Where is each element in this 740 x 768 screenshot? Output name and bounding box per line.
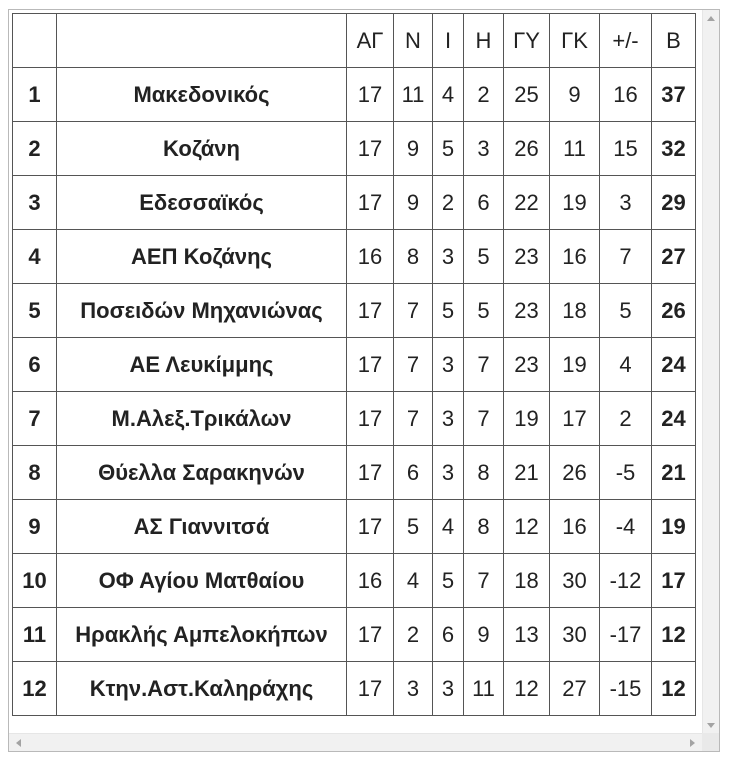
table-row <box>13 230 696 284</box>
cell-goal-diff: -4 <box>600 500 652 554</box>
cell-won: 3 <box>394 662 433 716</box>
cell-team: Κοζάνη <box>57 122 347 176</box>
table-row <box>13 338 696 392</box>
cell-position: 8 <box>13 446 57 500</box>
cell-drawn: 5 <box>433 284 464 338</box>
table-row <box>13 554 696 608</box>
cell-drawn: 5 <box>433 122 464 176</box>
standings-table <box>12 13 696 716</box>
cell-position: 3 <box>13 176 57 230</box>
cell-won: 7 <box>394 392 433 446</box>
cell-lost: 5 <box>464 230 504 284</box>
cell-goals-against: 16 <box>550 500 600 554</box>
table-viewport <box>9 10 702 734</box>
cell-position: 2 <box>13 122 57 176</box>
chevron-down-icon[interactable] <box>707 723 715 728</box>
cell-position: 7 <box>13 392 57 446</box>
table-row <box>13 68 696 122</box>
cell-team: ΑΕΠ Κοζάνης <box>57 230 347 284</box>
cell-goals-for: 19 <box>504 392 550 446</box>
cell-points: 24 <box>652 338 696 392</box>
cell-goal-diff: -5 <box>600 446 652 500</box>
cell-played: 17 <box>347 392 394 446</box>
cell-drawn: 2 <box>433 176 464 230</box>
cell-points: 21 <box>652 446 696 500</box>
cell-goal-diff: 2 <box>600 392 652 446</box>
cell-points: 26 <box>652 284 696 338</box>
cell-goal-diff: 4 <box>600 338 652 392</box>
cell-goals-for: 23 <box>504 284 550 338</box>
table-row <box>13 392 696 446</box>
cell-points: 29 <box>652 176 696 230</box>
cell-played: 17 <box>347 608 394 662</box>
cell-position: 12 <box>13 662 57 716</box>
cell-points: 32 <box>652 122 696 176</box>
cell-goals-against: 19 <box>550 176 600 230</box>
cell-drawn: 3 <box>433 392 464 446</box>
cell-team: Ποσειδών Μηχανιώνας <box>57 284 347 338</box>
cell-goals-against: 18 <box>550 284 600 338</box>
table-row <box>13 122 696 176</box>
cell-drawn: 3 <box>433 446 464 500</box>
cell-goals-for: 18 <box>504 554 550 608</box>
cell-played: 16 <box>347 230 394 284</box>
chevron-right-icon[interactable] <box>690 739 695 747</box>
cell-goals-against: 17 <box>550 392 600 446</box>
header-points: Β <box>652 14 696 68</box>
cell-lost: 2 <box>464 68 504 122</box>
cell-position: 1 <box>13 68 57 122</box>
table-row <box>13 500 696 554</box>
cell-played: 17 <box>347 500 394 554</box>
cell-won: 8 <box>394 230 433 284</box>
cell-team: Μακεδονικός <box>57 68 347 122</box>
cell-drawn: 3 <box>433 230 464 284</box>
cell-lost: 3 <box>464 122 504 176</box>
cell-goals-against: 27 <box>550 662 600 716</box>
cell-lost: 8 <box>464 446 504 500</box>
cell-goal-diff: 7 <box>600 230 652 284</box>
header-goals-against: ΓΚ <box>550 14 600 68</box>
cell-points: 19 <box>652 500 696 554</box>
cell-drawn: 3 <box>433 662 464 716</box>
scrollbar-corner <box>702 733 719 751</box>
chevron-up-icon[interactable] <box>707 16 715 21</box>
cell-goals-for: 23 <box>504 230 550 284</box>
cell-goals-for: 12 <box>504 662 550 716</box>
cell-played: 16 <box>347 554 394 608</box>
table-row <box>13 662 696 716</box>
header-goal-diff: +/- <box>600 14 652 68</box>
cell-lost: 9 <box>464 608 504 662</box>
cell-drawn: 3 <box>433 338 464 392</box>
cell-goals-against: 30 <box>550 554 600 608</box>
header-lost: Η <box>464 14 504 68</box>
cell-team: ΑΕ Λευκίμμης <box>57 338 347 392</box>
cell-goals-for: 23 <box>504 338 550 392</box>
cell-played: 17 <box>347 338 394 392</box>
cell-position: 11 <box>13 608 57 662</box>
cell-goals-for: 12 <box>504 500 550 554</box>
cell-points: 17 <box>652 554 696 608</box>
cell-lost: 7 <box>464 338 504 392</box>
table-row <box>13 284 696 338</box>
header-played: ΑΓ <box>347 14 394 68</box>
cell-points: 12 <box>652 662 696 716</box>
table-body <box>13 68 696 716</box>
cell-won: 7 <box>394 338 433 392</box>
header-drawn: Ι <box>433 14 464 68</box>
cell-goals-for: 25 <box>504 68 550 122</box>
cell-position: 5 <box>13 284 57 338</box>
cell-won: 4 <box>394 554 433 608</box>
cell-team: Εδεσσαϊκός <box>57 176 347 230</box>
cell-goal-diff: 5 <box>600 284 652 338</box>
header-goals-for: ΓΥ <box>504 14 550 68</box>
cell-goals-for: 26 <box>504 122 550 176</box>
header-won: Ν <box>394 14 433 68</box>
cell-drawn: 6 <box>433 608 464 662</box>
cell-goals-against: 26 <box>550 446 600 500</box>
scroll-container[interactable] <box>8 9 720 752</box>
cell-goals-for: 22 <box>504 176 550 230</box>
cell-lost: 8 <box>464 500 504 554</box>
cell-goals-against: 19 <box>550 338 600 392</box>
cell-points: 27 <box>652 230 696 284</box>
cell-played: 17 <box>347 122 394 176</box>
header-position <box>13 14 57 68</box>
cell-won: 5 <box>394 500 433 554</box>
cell-won: 11 <box>394 68 433 122</box>
cell-played: 17 <box>347 284 394 338</box>
cell-points: 12 <box>652 608 696 662</box>
cell-position: 4 <box>13 230 57 284</box>
cell-drawn: 5 <box>433 554 464 608</box>
table-header-row <box>13 14 696 68</box>
vertical-scrollbar[interactable] <box>702 10 719 734</box>
cell-goals-against: 16 <box>550 230 600 284</box>
cell-played: 17 <box>347 446 394 500</box>
table-row <box>13 608 696 662</box>
cell-team: Ηρακλής Αμπελοκήπων <box>57 608 347 662</box>
header-team <box>57 14 347 68</box>
cell-lost: 7 <box>464 392 504 446</box>
cell-goals-against: 9 <box>550 68 600 122</box>
cell-played: 17 <box>347 662 394 716</box>
cell-won: 6 <box>394 446 433 500</box>
cell-goal-diff: 3 <box>600 176 652 230</box>
cell-goal-diff: -17 <box>600 608 652 662</box>
cell-goal-diff: -15 <box>600 662 652 716</box>
cell-lost: 5 <box>464 284 504 338</box>
cell-team: Θύελλα Σαρακηνών <box>57 446 347 500</box>
cell-points: 24 <box>652 392 696 446</box>
cell-team: ΟΦ Αγίου Ματθαίου <box>57 554 347 608</box>
cell-position: 9 <box>13 500 57 554</box>
cell-won: 2 <box>394 608 433 662</box>
cell-team: ΑΣ Γιαννιτσά <box>57 500 347 554</box>
cell-goal-diff: 15 <box>600 122 652 176</box>
cell-goal-diff: -12 <box>600 554 652 608</box>
cell-points: 37 <box>652 68 696 122</box>
horizontal-scrollbar[interactable] <box>9 733 702 751</box>
cell-goal-diff: 16 <box>600 68 652 122</box>
cell-played: 17 <box>347 68 394 122</box>
table-row <box>13 176 696 230</box>
cell-lost: 6 <box>464 176 504 230</box>
cell-lost: 11 <box>464 662 504 716</box>
cell-goals-for: 21 <box>504 446 550 500</box>
cell-played: 17 <box>347 176 394 230</box>
cell-team: Μ.Αλεξ.Τρικάλων <box>57 392 347 446</box>
chevron-left-icon[interactable] <box>16 739 21 747</box>
cell-position: 10 <box>13 554 57 608</box>
cell-goals-against: 11 <box>550 122 600 176</box>
cell-won: 9 <box>394 122 433 176</box>
cell-goals-against: 30 <box>550 608 600 662</box>
table-row <box>13 446 696 500</box>
cell-won: 7 <box>394 284 433 338</box>
cell-team: Κτην.Αστ.Καληράχης <box>57 662 347 716</box>
cell-drawn: 4 <box>433 500 464 554</box>
cell-lost: 7 <box>464 554 504 608</box>
cell-position: 6 <box>13 338 57 392</box>
cell-won: 9 <box>394 176 433 230</box>
cell-goals-for: 13 <box>504 608 550 662</box>
cell-drawn: 4 <box>433 68 464 122</box>
